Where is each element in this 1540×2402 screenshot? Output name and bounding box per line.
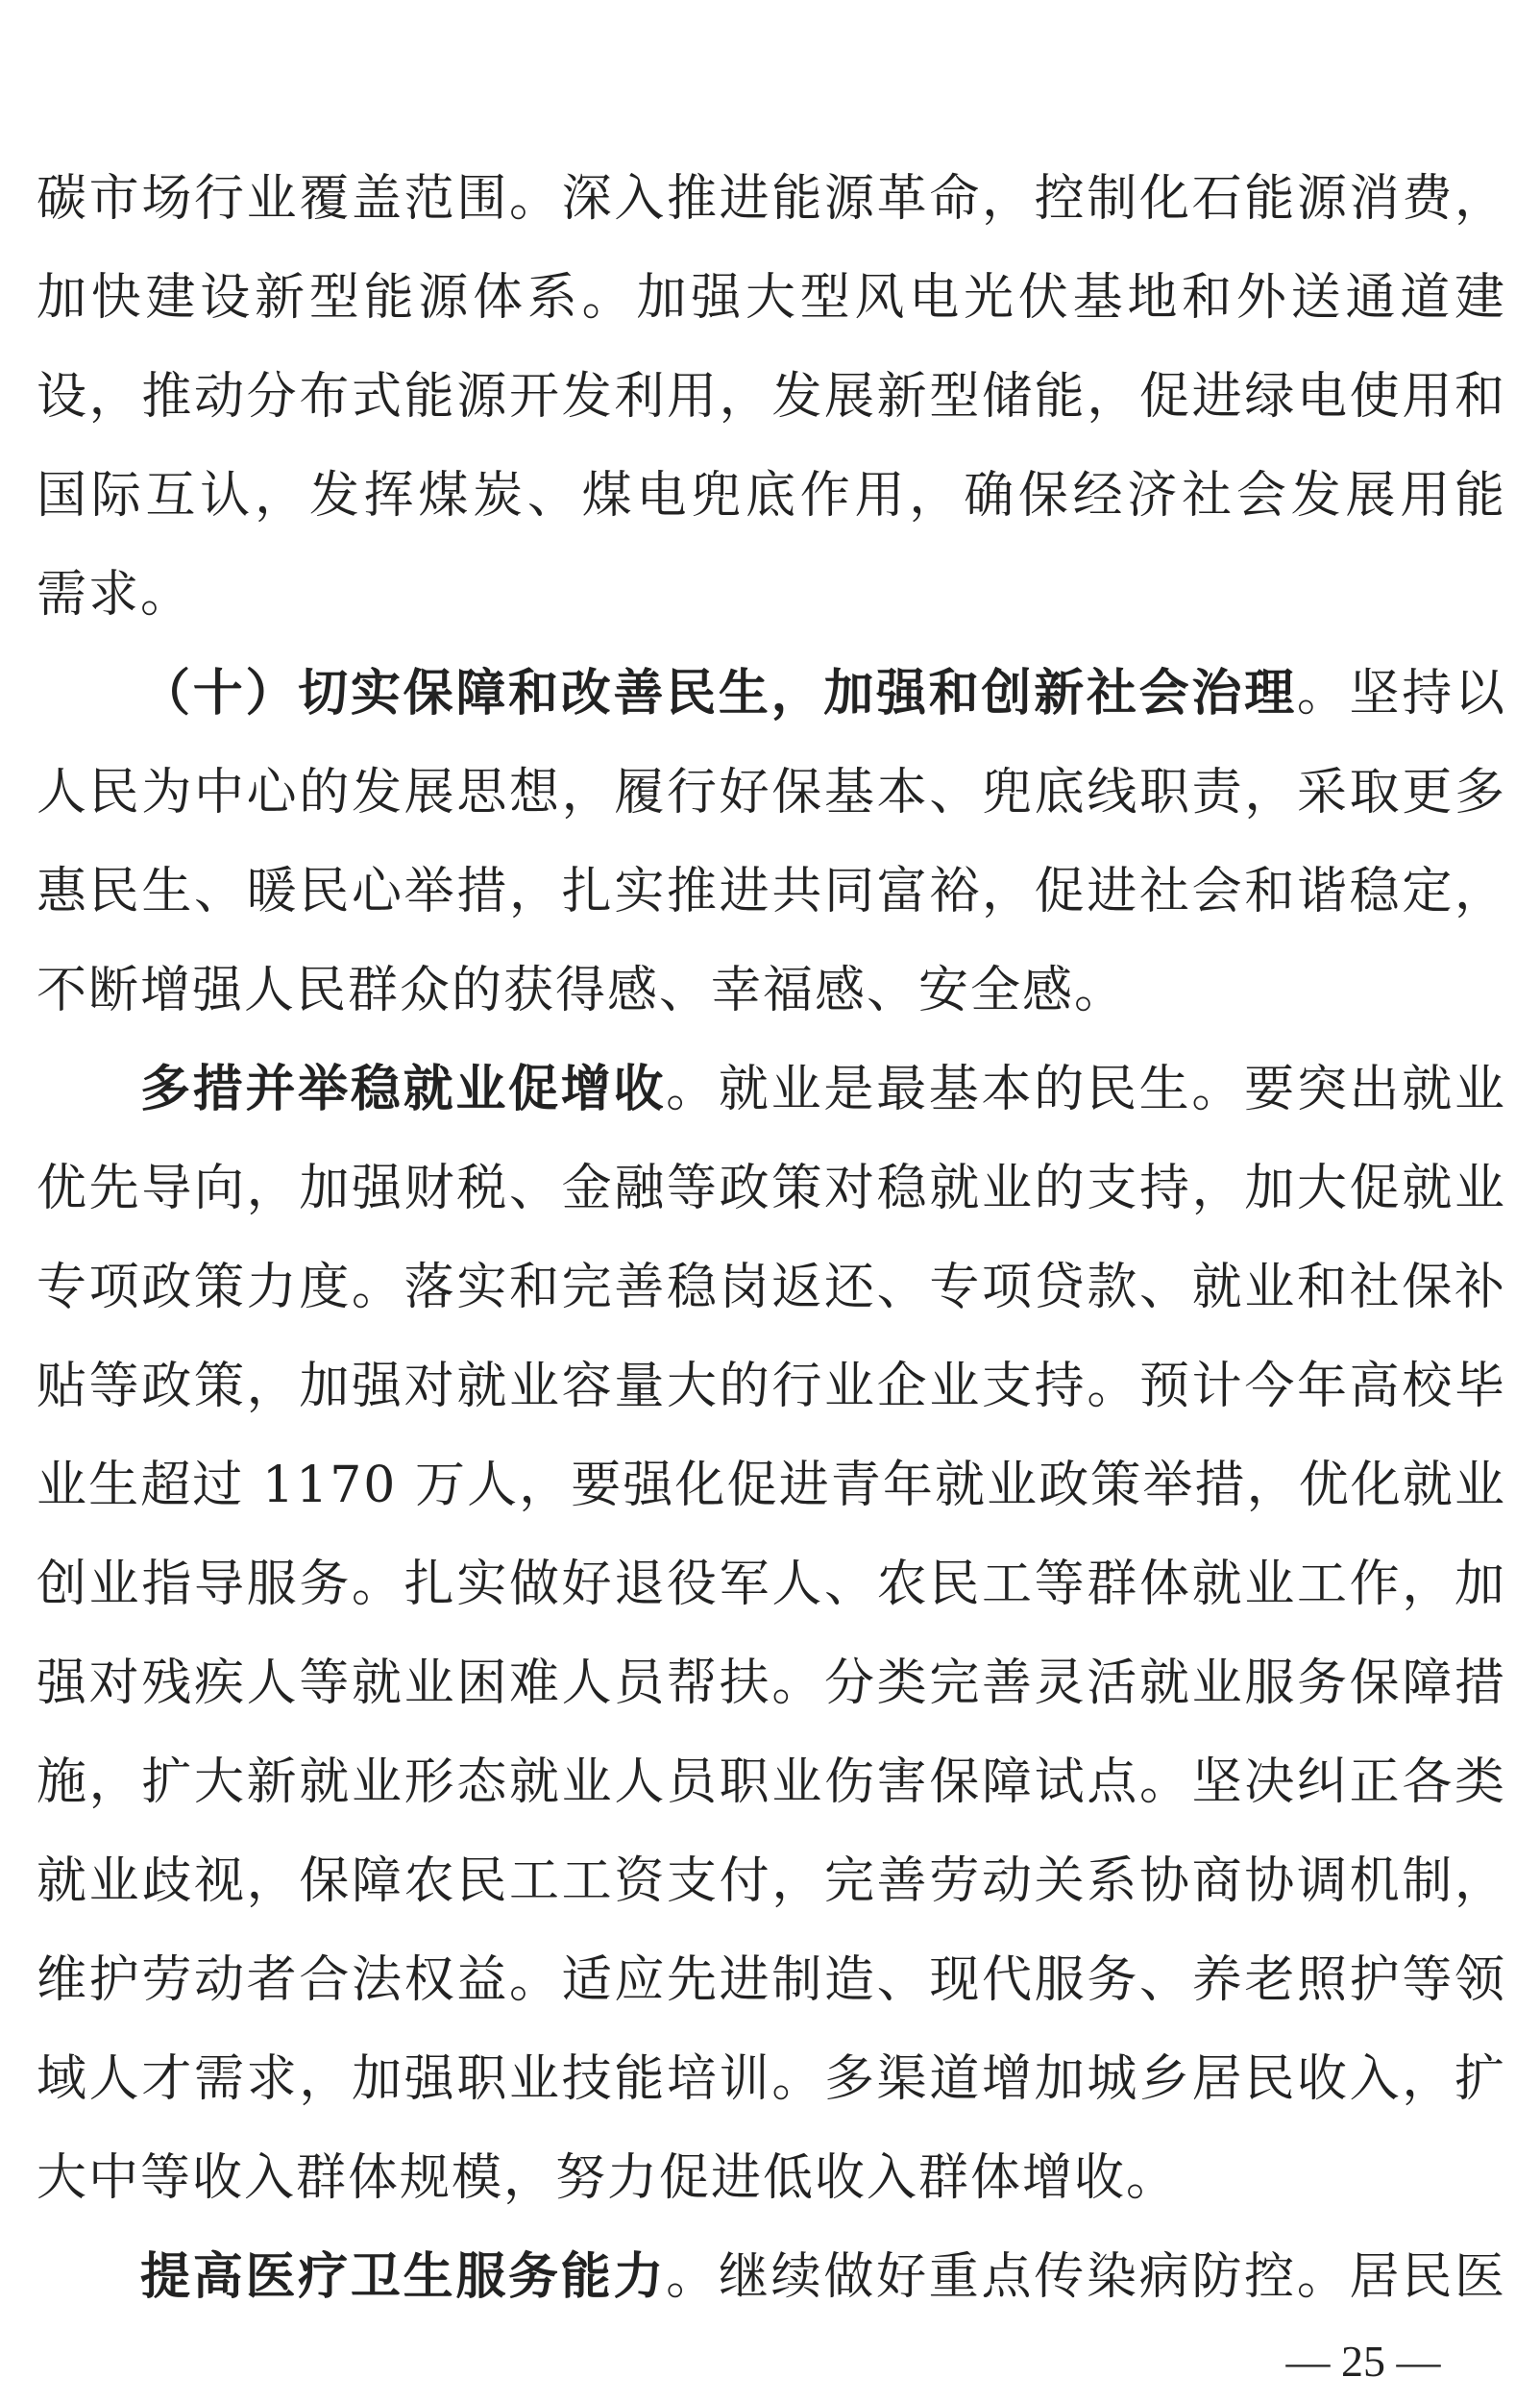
- text-line: 不断增强人民群众的获得感、幸福感、安全感。: [37, 962, 1127, 1019]
- text-line: 加快建设新型能源体系。加强大型风电光伏基地和外送通道建: [37, 269, 1506, 327]
- text-line: 强对残疾人等就业困难人员帮扶。分类完善灵活就业服务保障措: [37, 1654, 1506, 1712]
- text-line: 人民为中心的发展思想，履行好保基本、兜底线职责，采取更多: [37, 764, 1506, 821]
- text-line: 域人才需求，加强职业技能培训。多渠道增加城乡居民收入，扩: [37, 2050, 1506, 2108]
- page-number: — 25 —: [1285, 2337, 1441, 2386]
- text-line: 创业指导服务。扎实做好退役军人、农民工等群体就业工作，加: [37, 1556, 1506, 1613]
- section-heading: （十）切实保障和改善民生，加强和创新社会治理: [140, 665, 1297, 723]
- section-heading-line: （十）切实保障和改善民生，加强和创新社会治理。坚持以: [140, 665, 1506, 723]
- subsection-heading-line: 多措并举稳就业促增收。就业是最基本的民生。要突出就业: [140, 1061, 1506, 1118]
- document-body: [37, 150, 1506, 2327]
- text-line: 维护劳动者合法权益。适应先进制造、现代服务、养老照护等领: [37, 1951, 1506, 2009]
- text-line: 专项政策力度。落实和完善稳岗返还、专项贷款、就业和社保补: [37, 1259, 1506, 1316]
- text-line: 惠民生、暖民心举措，扎实推进共同富裕，促进社会和谐稳定，: [37, 863, 1506, 920]
- text-line: 就业歧视，保障农民工工资支付，完善劳动关系协商协调机制，: [37, 1852, 1506, 1910]
- text-line: 大中等收入群体规模，努力促进低收入群体增收。: [37, 2149, 1179, 2207]
- text-line: 施，扩大新就业形态就业人员职业伤害保障试点。坚决纠正各类: [37, 1753, 1506, 1811]
- subsection-heading: 提高医疗卫生服务能力: [140, 2248, 667, 2306]
- text-line: 设，推动分布式能源开发利用，发展新型储能，促进绿电使用和: [37, 368, 1506, 426]
- text-line: 国际互认，发挥煤炭、煤电兜底作用，确保经济社会发展用能: [37, 467, 1506, 525]
- text-line: 需求。: [37, 566, 193, 624]
- subsection-heading: 多措并举稳就业促增收: [140, 1061, 667, 1118]
- text-line: 业生超过 1170 万人，要强化促进青年就业政策举措，优化就业: [37, 1457, 1506, 1514]
- text-line: 贴等政策，加强对就业容量大的行业企业支持。预计今年高校毕: [37, 1358, 1506, 1415]
- subsection-heading-line: 提高医疗卫生服务能力。继续做好重点传染病防控。居民医: [140, 2248, 1506, 2306]
- text-line: 碳市场行业覆盖范围。深入推进能源革命，控制化石能源消费，: [37, 170, 1506, 228]
- text-line: 优先导向，加强财税、金融等政策对稳就业的支持，加大促就业: [37, 1160, 1506, 1217]
